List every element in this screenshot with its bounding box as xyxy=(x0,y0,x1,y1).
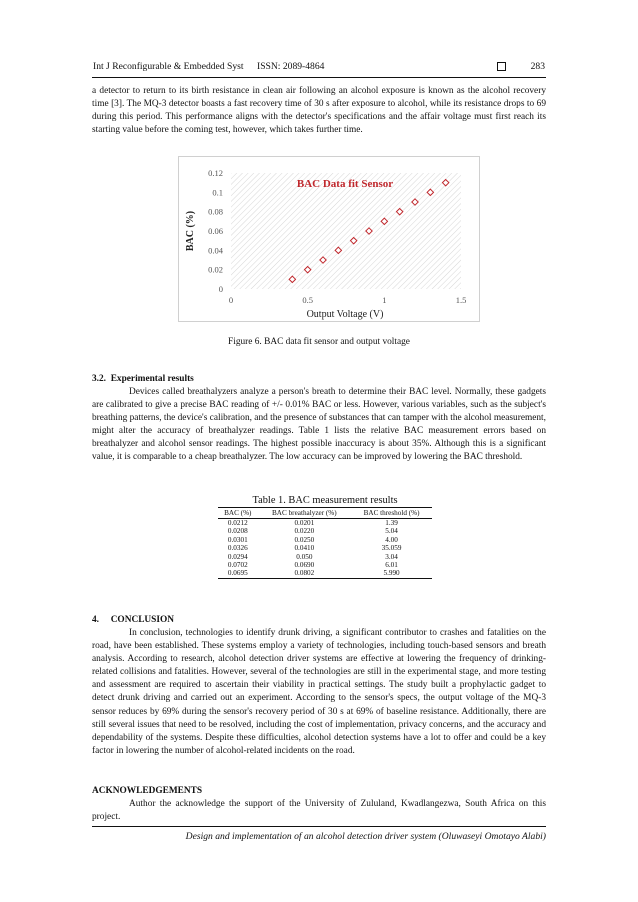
checkbox-square-icon xyxy=(497,62,506,71)
table-cell: 0.0220 xyxy=(294,527,315,536)
running-header xyxy=(93,61,545,75)
x-tick-label: 0 xyxy=(228,295,234,305)
y-tick-label: 0.04 xyxy=(208,245,223,256)
section-heading-experimental: 3.2. Experimental results xyxy=(92,374,194,384)
table-row xyxy=(218,569,432,578)
bac-chart xyxy=(178,156,480,322)
section-heading-conclusion: 4. CONCLUSION xyxy=(92,615,175,625)
table-cell: 0.050 xyxy=(296,552,313,561)
table-row xyxy=(218,527,432,535)
table-cell: 0.0294 xyxy=(227,552,248,561)
table-cell: 5.04 xyxy=(385,527,398,536)
y-tick-labels xyxy=(208,168,224,294)
y-tick-label: 0.02 xyxy=(208,264,223,275)
intro-paragraph: a detector to return to its birth resistance in clean air following an alcohol exposure is known as the alcohol recovery time [3]. The MQ-3 detector boasts a fast recovery time of 30 s after exposure to alcohol, while its resistance drops to 69 during this period. This performance aligns with the detector's specifications and the affair voltage must first reach its starting value before the coming test, however, which takes further time. xyxy=(92,86,546,136)
plot-area xyxy=(231,173,461,289)
table-cell: 0.0201 xyxy=(294,519,315,527)
page-number: 283 xyxy=(530,61,545,72)
table-title: Table 1. BAC measurement results xyxy=(252,495,398,506)
header-rule xyxy=(92,77,546,78)
table-cell: 0.0410 xyxy=(294,544,315,553)
table-header-cell: BAC (%) xyxy=(218,508,258,519)
table-header-cell: BAC threshold (%) xyxy=(351,508,432,519)
table-row xyxy=(218,553,432,561)
table-cell: 0.0208 xyxy=(227,527,248,536)
experimental-paragraph: Devices called breathalyzers analyze a person's breath to determine their BAC level. Normally, these gadgets are calibrated to give a precise BAC reading of +/- 0.01% BAC or less. However, various variables, such as the subject's breathing patterns, the device's calibration, and the presence of substances that can tamper with the alcohol measurement, might alter the accuracy of breathalyzer readings. Table 1 lists the relative BAC measurement errors based on breathalyzer and alcohol sensor readings. The highest possible inaccuracy is about 35%. Although this is a significant value, it is comparable to a cheap breathalyzer. The low accuracy can be improved by lowering the BAC threshold. xyxy=(92,387,546,463)
x-tick-label: 1 xyxy=(382,295,387,305)
table-cell: 0.0702 xyxy=(227,561,248,570)
running-footer: Design and implementation of an alcohol detection driver system (Oluwaseyi Omotayo Alabi) xyxy=(185,831,546,842)
acknowledgements-paragraph: Author the acknowledge the support of the University of Zululand, Kwadlangezwa, South Africa on this project. xyxy=(92,799,546,823)
table-cell: 0.0326 xyxy=(227,544,248,553)
table-row xyxy=(218,536,432,544)
x-tick-labels xyxy=(229,295,466,305)
issn: ISSN: 2089-4864 xyxy=(257,61,325,72)
x-axis-label: Output Voltage (V) xyxy=(306,309,384,320)
table-cell: 35.059 xyxy=(381,544,402,553)
chart-title: BAC Data fit Sensor xyxy=(296,178,394,190)
table-row xyxy=(218,544,432,552)
figure-caption: Figure 6. BAC data fit sensor and output voltage xyxy=(228,337,410,347)
y-tick-label: 0.08 xyxy=(208,206,223,217)
results-table xyxy=(218,495,432,579)
table-header-cell: BAC breathalyzer (%) xyxy=(258,508,352,519)
y-tick-label: 0.1 xyxy=(212,187,223,198)
table-cell: 0.0250 xyxy=(294,535,315,544)
y-tick-label: 0.06 xyxy=(208,226,223,236)
table-cell: 0.0802 xyxy=(258,569,352,578)
table-cell: 1.39 xyxy=(385,519,398,527)
table-cell: 0.0690 xyxy=(294,561,315,570)
y-tick-label: 0.12 xyxy=(208,168,223,178)
table-header-row xyxy=(218,508,432,519)
x-tick-label: 1.5 xyxy=(455,295,467,305)
footer-rule xyxy=(92,826,546,827)
table-cell: 0.0695 xyxy=(218,569,258,578)
table-cell: 0.0301 xyxy=(227,535,248,544)
bac-chart-svg xyxy=(179,157,479,321)
y-axis-label: BAC (%) xyxy=(185,210,196,252)
table-cell: 5.990 xyxy=(351,569,432,578)
journal-name: Int J Reconfigurable & Embedded Syst xyxy=(93,61,244,72)
x-tick-label: 0.5 xyxy=(302,295,313,305)
table-row xyxy=(218,561,432,569)
table-cell: 4.00 xyxy=(385,535,398,544)
table-cell: 3.04 xyxy=(385,552,398,561)
table-cell: 6.01 xyxy=(385,561,398,570)
section-heading-acknowledgements: ACKNOWLEDGEMENTS xyxy=(92,786,203,796)
table-row xyxy=(218,519,432,528)
y-tick-label: 0 xyxy=(218,284,223,294)
table-cell: 0.0212 xyxy=(227,519,248,527)
conclusion-paragraph: In conclusion, technologies to identify drunk driving, a significant contributor to crashes and fatalities on the road, have been established. These systems employ a variety of technologies, including touch-based sensors and breath analysis. According to research, alcohol detection driver systems are effective at lowering the frequency of drinking-related collisions and fatalities. However, several of the technologies are still in the experimental stage, and more testing and assessment are required to ascertain their viability in practical settings. The study built a prophylactic gadget to detect drunk driving and carried out an experiment. According to the sensor's specs, the output voltage of the MQ-3 sensor reduces by 69% during the sensor's recovery period of 30 s at 69% of baseline resistance. Additionally, there are still several issues that need to be resolved, including the cost of implementation, privacy concerns, and the accuracy and dependability of the systems. Despite these difficulties, alcohol detection systems have a lot to offer and could be a key factor in lowering the number of alcohol-related incidents on the road. xyxy=(92,628,546,756)
